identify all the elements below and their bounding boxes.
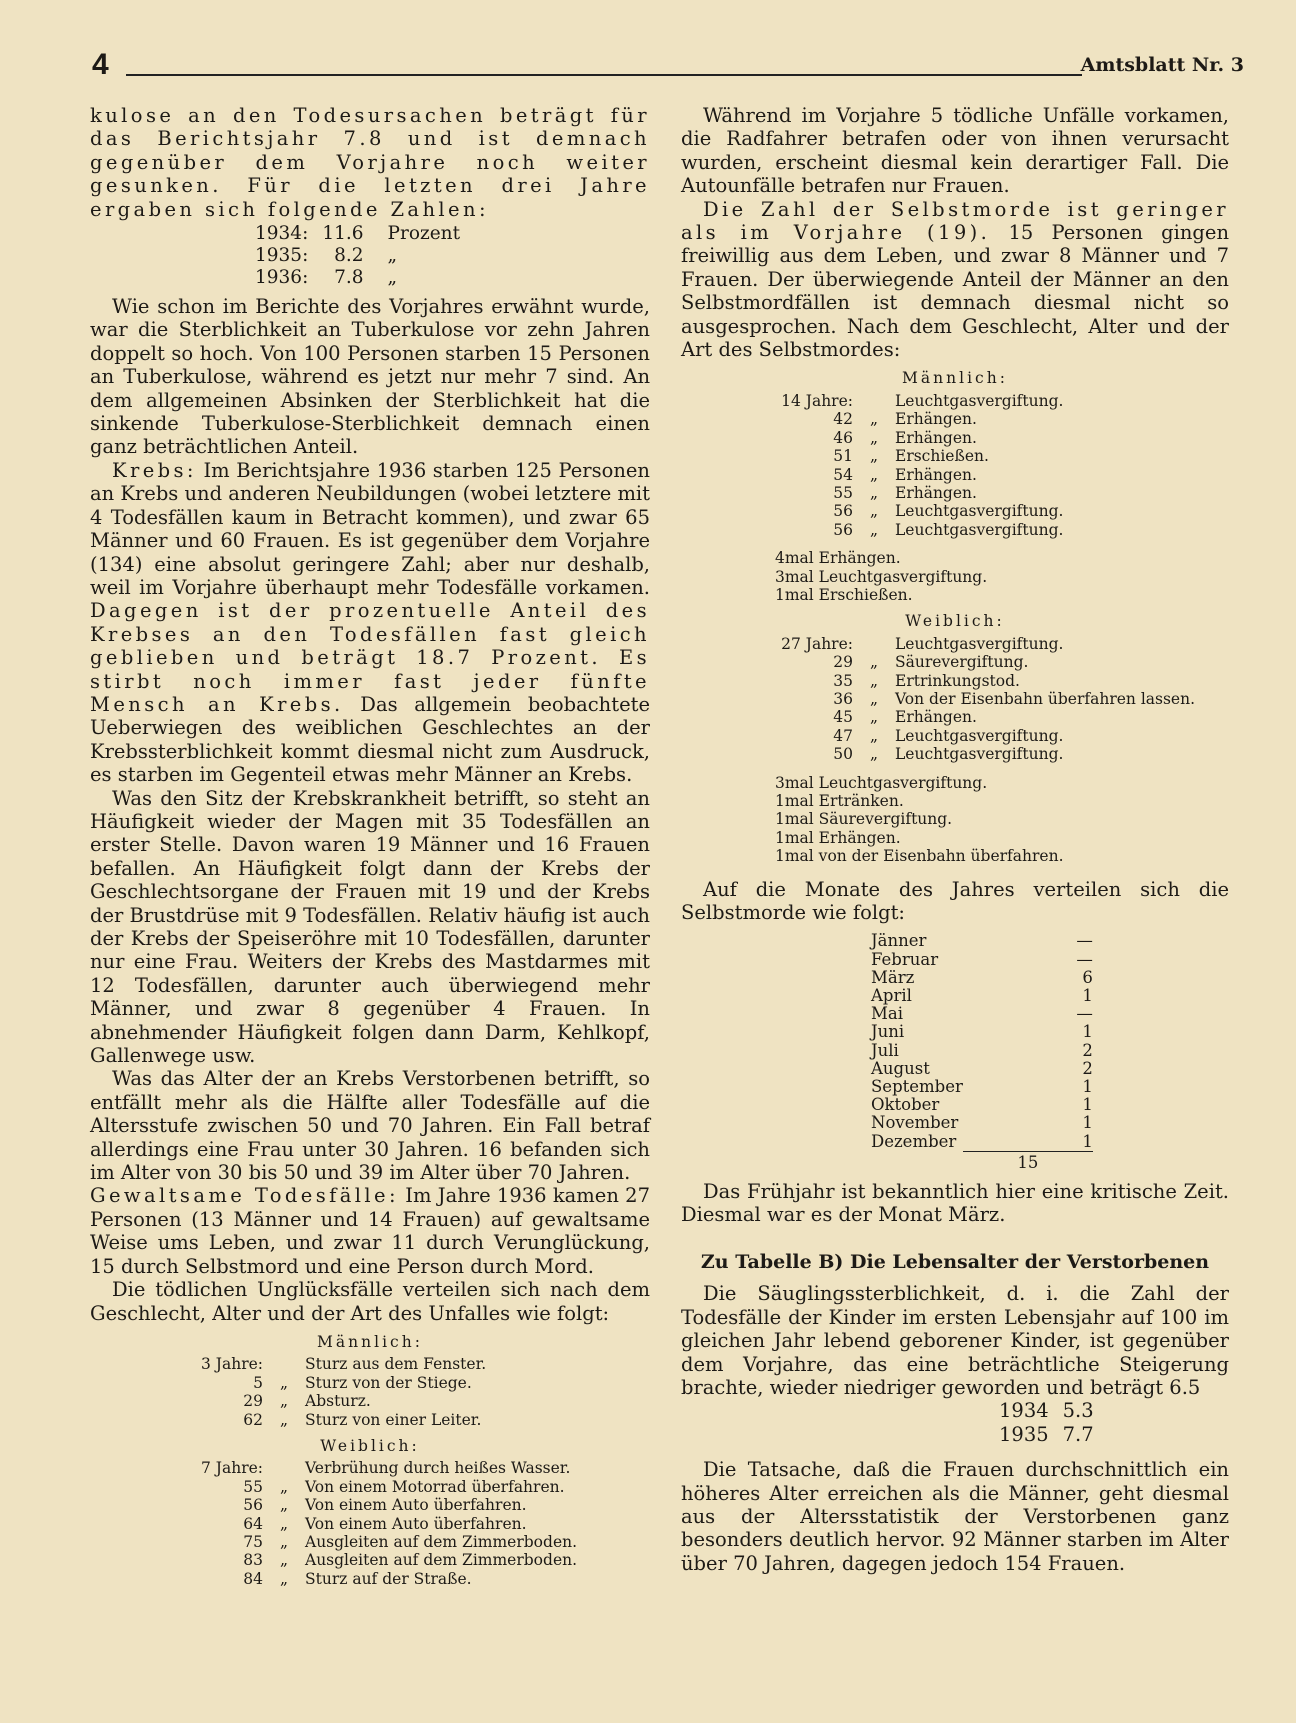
suicide-row: [775, 690, 1203, 708]
ditto-cell: „: [279, 1410, 289, 1429]
cause-cell: Erhängen.: [895, 708, 977, 727]
ditto-cell: „: [869, 653, 879, 672]
suicide-emphasis: Die Zahl der Selbstmorde ist geringer als im Vorjahre (19).: [681, 197, 1229, 245]
suicide-row: [775, 410, 1071, 428]
cause-cell: Leuchtgasvergiftung.: [895, 502, 1064, 521]
cause-cell: Verbrühung durch heißes Wasser.: [305, 1459, 571, 1478]
month-row: [871, 932, 1093, 950]
ditto-cell: „: [279, 1514, 289, 1533]
right-column: [681, 104, 1229, 1575]
accident-male-table: [185, 1355, 494, 1429]
month-row: [871, 1005, 1093, 1023]
age-cell: 75: [243, 1532, 263, 1551]
age-cell: 3 Jahre:: [200, 1355, 263, 1374]
age-cell: 29: [833, 653, 853, 672]
cause-cell: Sturz aus dem Fenster.: [305, 1355, 487, 1374]
suicide-row: [775, 521, 1071, 539]
suicide-months-table: [871, 932, 1093, 1172]
count-cell: 6: [1082, 967, 1093, 987]
ditto-cell: „: [279, 1392, 289, 1411]
age-cell: 55: [243, 1477, 263, 1496]
summary-line: 1mal Erhängen.: [775, 828, 901, 847]
ditto-cell: „: [279, 1496, 289, 1515]
month-cell: Oktober: [871, 1095, 940, 1115]
ditto-cell: „: [869, 671, 879, 690]
suicide-row: [775, 635, 1203, 653]
age-cell: 55: [833, 483, 853, 502]
cause-cell: Leuchtgasvergiftung.: [895, 726, 1064, 745]
suicide-text: 15 Personen gingen freiwillig aus dem Leben, und zwar 8 Männer und 7 Frauen. Der überwiegende Anteil der Männer an den Selbstmordfällen ist demnach diesmal nicht so ausgesprochen. Nach dem Geschlecht, Alter und der Art des Selbstmordes:: [681, 221, 1230, 362]
journal-title: Amtsblatt Nr. 3: [1080, 54, 1244, 76]
cause-cell: Von einem Motorrad überfahren.: [305, 1477, 565, 1496]
rate-row: [999, 1423, 1108, 1446]
suicide-row: [775, 727, 1203, 745]
accident-row: [185, 1551, 585, 1569]
cancer-text-b: Das allgemein beobachtete Ueberwiegen des weiblichen Geschlechtes an der Krebssterblichkeit kommt diesmal nicht zum Ausdruck, es starben im Gegenteil etwas mehr Männer an Krebs.: [90, 692, 650, 787]
count-cell: —: [1076, 1004, 1093, 1024]
age-cell: 42: [833, 410, 853, 429]
accident-row: [185, 1392, 494, 1410]
year-row: [255, 223, 474, 245]
tuberculosis-paragraph: kulose an den Todesursachen beträgt für das Berichtsjahr 7.8 und ist demnach gegenüber dem Vorjahre noch weiter gesunken. Für die letzten drei Jahre ergaben sich folgende Zahlen:: [90, 104, 650, 221]
summary-line: 3mal Leuchtgasvergiftung.: [775, 773, 988, 792]
month-cell: Juni: [871, 1022, 905, 1042]
age-cell: 84: [243, 1569, 263, 1588]
month-row: [871, 1042, 1093, 1060]
month-cell: März: [871, 967, 915, 987]
suicide-row: [775, 429, 1071, 447]
suicide-row: [775, 502, 1071, 520]
suicide-male-summary: [775, 549, 1229, 604]
suicide-female-heading: Weiblich:: [905, 612, 1005, 631]
cause-cell: Sturz von einer Leiter.: [305, 1410, 482, 1429]
accident-male-heading: Männlich:: [317, 1332, 423, 1351]
summary-line: 3mal Leuchtgasvergiftung.: [775, 567, 988, 586]
violent-deaths-lead: Gewaltsame Todesfälle:: [90, 1184, 399, 1208]
accident-lists: [90, 1333, 650, 1588]
ditto-cell: „: [869, 410, 879, 429]
summary-line: 4mal Erhängen.: [775, 549, 901, 568]
cause-cell: Sturz auf der Straße.: [305, 1569, 472, 1588]
suicide-male-heading: Männlich:: [902, 369, 1008, 388]
age-cell: 56: [833, 520, 853, 539]
cancer-emphasis: Dagegen ist der prozentuelle Anteil des Krebses an den Todesfällen fast gleich geblieben und beträgt 18.7 Prozent. Es stirbt noch immer fast jeder fünfte Mensch an Krebs.: [90, 599, 650, 716]
count-cell: —: [1076, 949, 1093, 969]
suicide-male-table: [775, 392, 1071, 539]
age-cell: 54: [833, 465, 853, 484]
cause-cell: Von einem Auto überfahren.: [305, 1496, 527, 1515]
ditto-cell: „: [279, 1551, 289, 1570]
ditto-cell: [861, 392, 895, 410]
suicide-row: [775, 484, 1071, 502]
suicide-row: [775, 447, 1071, 465]
unit-cell: „: [387, 267, 398, 289]
accident-row: [185, 1533, 585, 1551]
suicide-lists: [681, 369, 1229, 865]
age-cell: 64: [243, 1514, 263, 1533]
ditto-cell: [861, 635, 895, 653]
summary-line: 1mal Säurevergiftung.: [775, 810, 953, 829]
months-intro: Auf die Monate des Jahres verteilen sich die Selbstmorde wie folgt:: [681, 877, 1229, 925]
violent-deaths-text: Im Jahre 1936 kamen 27 Personen (13 Männer und 14 Frauen) auf gewaltsame Weise ums Leben, und zwar 11 durch Verunglückung, 15 durch Selbstmord und eine Person durch Mord.: [90, 1184, 650, 1278]
unit-cell: „: [387, 245, 398, 267]
rate-year-cell: 1935: [999, 1422, 1049, 1446]
month-row: [871, 1096, 1093, 1114]
age-cell: 29: [243, 1392, 263, 1411]
cause-cell: Von einem Auto überfahren.: [305, 1514, 527, 1533]
suicide-row: [775, 672, 1203, 690]
cause-cell: Erschießen.: [895, 447, 989, 466]
total-cell: 15: [963, 1151, 1093, 1172]
cause-cell: Erhängen.: [895, 483, 977, 502]
infant-mortality-paragraph: Die Säuglingssterblichkeit, d. i. die Zahl der Todesfälle der Kinder im ersten Lebensjahr auf 100 im gleichen Jahr lebend geborener Kinder, ist gegenüber dem Vorjahre, das eine beträchtliche Steigerung brachte, wieder niedriger geworden und beträgt 6.5: [681, 1282, 1229, 1399]
cause-cell: Leuchtgasvergiftung.: [895, 391, 1064, 410]
ditto-cell: „: [279, 1532, 289, 1551]
ditto-cell: [271, 1355, 305, 1373]
month-row: [871, 1114, 1093, 1132]
year-row: [255, 245, 474, 267]
age-cell: 56: [833, 502, 853, 521]
suicide-row: [775, 466, 1071, 484]
summary-line: 1mal Erschießen.: [775, 585, 913, 604]
age-cell: 7 Jahre:: [200, 1459, 263, 1478]
count-cell: 1: [1082, 986, 1093, 1006]
percent-cell: 11.6: [322, 223, 364, 245]
month-cell: April: [871, 986, 912, 1006]
month-row: [871, 969, 1093, 987]
age-cell: 50: [833, 745, 853, 764]
left-column: [90, 104, 650, 1588]
age-cell: 5: [253, 1373, 263, 1392]
ditto-cell: „: [279, 1477, 289, 1496]
age-cell: 62: [243, 1410, 263, 1429]
section-title: Zu Tabelle B) Die Lebensalter der Verstorbenen: [700, 1250, 1210, 1273]
accident-row: [185, 1478, 585, 1496]
cause-cell: Erhängen.: [895, 410, 977, 429]
rate-row: [999, 1399, 1108, 1422]
total-row: [871, 1151, 1093, 1172]
month-cell: Dezember: [871, 1131, 957, 1151]
accident-row: [185, 1515, 585, 1533]
count-cell: 1: [1082, 1022, 1093, 1042]
rate-year-cell: 1934: [999, 1399, 1049, 1423]
cause-cell: Säurevergiftung.: [895, 653, 1029, 672]
suicide-row: [775, 708, 1203, 726]
month-cell: August: [871, 1058, 930, 1078]
count-cell: 2: [1082, 1040, 1093, 1060]
accident-row: [185, 1355, 494, 1373]
ditto-cell: „: [869, 447, 879, 466]
month-row: [871, 1023, 1093, 1041]
cause-cell: Ausgleiten auf dem Zimmerboden.: [305, 1532, 578, 1551]
cancer-text-a: Im Berichtsjahre 1936 starben 125 Personen an Krebs und anderen Neubildungen (wobei letztere mit 4 Todesfällen kaum in Betracht kommen), und zwar 65 Männer und 60 Frauen. Es ist gegenüber dem Vorjahre (134) eine absolut geringere Zahl; aber nur deshalb, weil im Vorjahre überhaupt mehr Todesfälle vorkamen.: [90, 458, 651, 599]
age-cell: 14 Jahre:: [781, 391, 853, 410]
ditto-cell: „: [869, 502, 879, 521]
month-row: [871, 1060, 1093, 1078]
suicide-female-summary: [775, 774, 1229, 866]
ditto-cell: „: [869, 520, 879, 539]
accident-female-table: [185, 1459, 585, 1588]
header-rule: [126, 74, 1082, 76]
rate-value-cell: 7.7: [1062, 1422, 1094, 1446]
count-cell: —: [1076, 931, 1093, 951]
month-cell: Februar: [871, 949, 939, 969]
month-row: [871, 987, 1093, 1005]
cancer-site-paragraph: Was den Sitz der Krebskrankheit betrifft, so steht an Häufigkeit wieder der Magen mit 35 Todesfällen an erster Stelle. Davon waren 19 Männer und 16 Frauen befallen. An Häufigkeit folgt dann der Krebs der Geschlechtsorgane der Frauen mit 19 und der Krebs der Brustdrüse mit 9 Todesfällen. Relativ häufig ist auch der Krebs der Speiseröhre mit 10 Todesfällen, darunter nur eine Frau. Weiters der Krebs des Mastdarmes mit 12 Todesfällen, darunter auch überwiegend mehr Männer, und zwar 8 gegenüber 4 Frauen. In abnehmender Häufigkeit folgen dann Darm, Kehlkopf, Gallenwege usw.: [90, 786, 650, 1068]
age-paragraph: Die Tatsache, daß die Frauen durchschnittlich ein höheres Alter erreichen als die Männer, geht diesmal aus der Altersstatistik der Verstorbenen ganz besonders deutlich hervor. 92 Männer starben im Alter über 70 Jahren, dagegen jedoch 154 Frauen.: [681, 1458, 1229, 1575]
count-cell: 1: [1082, 1077, 1093, 1097]
suicide-female-table: [775, 635, 1203, 764]
age-cell: 46: [833, 428, 853, 447]
ditto-cell: „: [869, 708, 879, 727]
traffic-paragraph: Während im Vorjahre 5 tödliche Unfälle vorkamen, die Radfahrer betrafen oder von ihnen verursacht wurden, erscheint diesmal kein derartiger Fall. Die Autounfälle betrafen nur Frauen.: [681, 104, 1229, 198]
year-cell: 1936:: [255, 267, 309, 289]
month-cell: Jänner: [871, 931, 927, 951]
rate-value-cell: 5.3: [1062, 1399, 1094, 1423]
cause-cell: Von der Eisenbahn überfahren lassen.: [895, 689, 1196, 708]
suicide-paragraph: [681, 198, 1229, 362]
accident-row: [185, 1411, 494, 1429]
ditto-cell: „: [869, 428, 879, 447]
month-cell: September: [871, 1077, 963, 1097]
age-cell: 36: [833, 689, 853, 708]
accidents-intro: Die tödlichen Unglücksfälle verteilen sich nach dem Geschlecht, Alter und der Art des Unfalles wie folgt:: [90, 1278, 650, 1325]
tuberculosis-years-table: [255, 223, 474, 289]
cause-cell: Ausgleiten auf dem Zimmerboden.: [305, 1551, 578, 1570]
ditto-cell: „: [279, 1569, 289, 1588]
cause-cell: Erhängen.: [895, 465, 977, 484]
page-number: 4: [92, 48, 109, 81]
accident-row: [185, 1496, 585, 1514]
count-cell: 2: [1082, 1058, 1093, 1078]
cancer-age-paragraph: Was das Alter der an Krebs Verstorbenen betrifft, so entfällt mehr als die Hälfte aller Todesfälle auf die Altersstufe zwischen 50 und 70 Jahren. Ein Fall betraf allerdings eine Frau unter 30 Jahren. 16 befanden sich im Alter von 30 bis 50 und 39 im Alter über 70 Jahren.: [90, 1067, 650, 1185]
cause-cell: Leuchtgasvergiftung.: [895, 520, 1064, 539]
accident-row: [185, 1570, 585, 1588]
spring-paragraph: Das Frühjahr ist bekanntlich hier eine kritische Zeit. Diesmal war es der Monat März.: [681, 1180, 1229, 1227]
ditto-cell: „: [869, 483, 879, 502]
cause-cell: Leuchtgasvergiftung.: [895, 634, 1064, 653]
ditto-cell: „: [869, 726, 879, 745]
tuberculosis-history-paragraph: Wie schon im Berichte des Vorjahres erwähnt wurde, war die Sterblichkeit an Tuberkulose vor zehn Jahren doppelt so hoch. Von 100 Personen starben 15 Personen an Tuberkulose, während es jetzt nur mehr 7 sind. An dem allgemeinen Absinken der Sterblichkeit hat die sinkende Tuberkulose-Sterblichkeit demnach einen ganz beträchtlichen Anteil.: [90, 295, 650, 459]
unit-cell: Prozent: [387, 223, 461, 245]
accident-row: [185, 1459, 585, 1477]
cause-cell: Leuchtgasvergiftung.: [895, 745, 1064, 764]
cause-cell: Ertrinkungstod.: [895, 671, 1020, 690]
percent-cell: 8.2: [334, 245, 364, 267]
age-cell: 83: [243, 1551, 263, 1570]
violent-deaths-paragraph: [90, 1184, 650, 1278]
year-cell: 1935:: [255, 245, 309, 267]
accident-female-heading: Weiblich:: [320, 1436, 420, 1455]
age-cell: 27 Jahre:: [781, 634, 853, 653]
suicide-row: [775, 653, 1203, 671]
suicide-row: [775, 392, 1071, 410]
cancer-lead: Krebs:: [112, 458, 197, 482]
count-cell: 1: [1082, 1131, 1093, 1151]
age-cell: 56: [243, 1496, 263, 1515]
cancer-paragraph: [90, 459, 650, 787]
ditto-cell: „: [279, 1373, 289, 1392]
month-row: [871, 1133, 1093, 1152]
summary-line: 1mal Ertränken.: [775, 792, 904, 810]
year-cell: 1934:: [255, 223, 309, 245]
cause-cell: Absturz.: [305, 1392, 371, 1411]
age-cell: 35: [833, 671, 853, 690]
month-cell: November: [871, 1113, 959, 1133]
summary-line: 1mal von der Eisenbahn überfahren.: [775, 847, 1064, 866]
ditto-cell: „: [869, 689, 879, 708]
month-cell: Mai: [871, 1004, 904, 1024]
suicide-row: [775, 745, 1203, 763]
ditto-cell: „: [869, 745, 879, 764]
ditto-cell: „: [869, 465, 879, 484]
age-cell: 45: [833, 708, 853, 727]
cause-cell: Sturz von der Stiege.: [305, 1373, 472, 1392]
count-cell: 1: [1082, 1113, 1093, 1133]
month-cell: Juli: [871, 1040, 899, 1060]
age-cell: 47: [833, 726, 853, 745]
accident-row: [185, 1374, 494, 1392]
month-row: [871, 951, 1093, 969]
ditto-cell: [271, 1459, 305, 1477]
count-cell: 1: [1082, 1095, 1093, 1115]
month-row: [871, 1078, 1093, 1096]
percent-cell: 7.8: [334, 267, 364, 289]
infant-mortality-table: [999, 1399, 1108, 1446]
cause-cell: Erhängen.: [895, 428, 977, 447]
age-cell: 51: [833, 447, 853, 466]
year-row: [255, 267, 474, 289]
